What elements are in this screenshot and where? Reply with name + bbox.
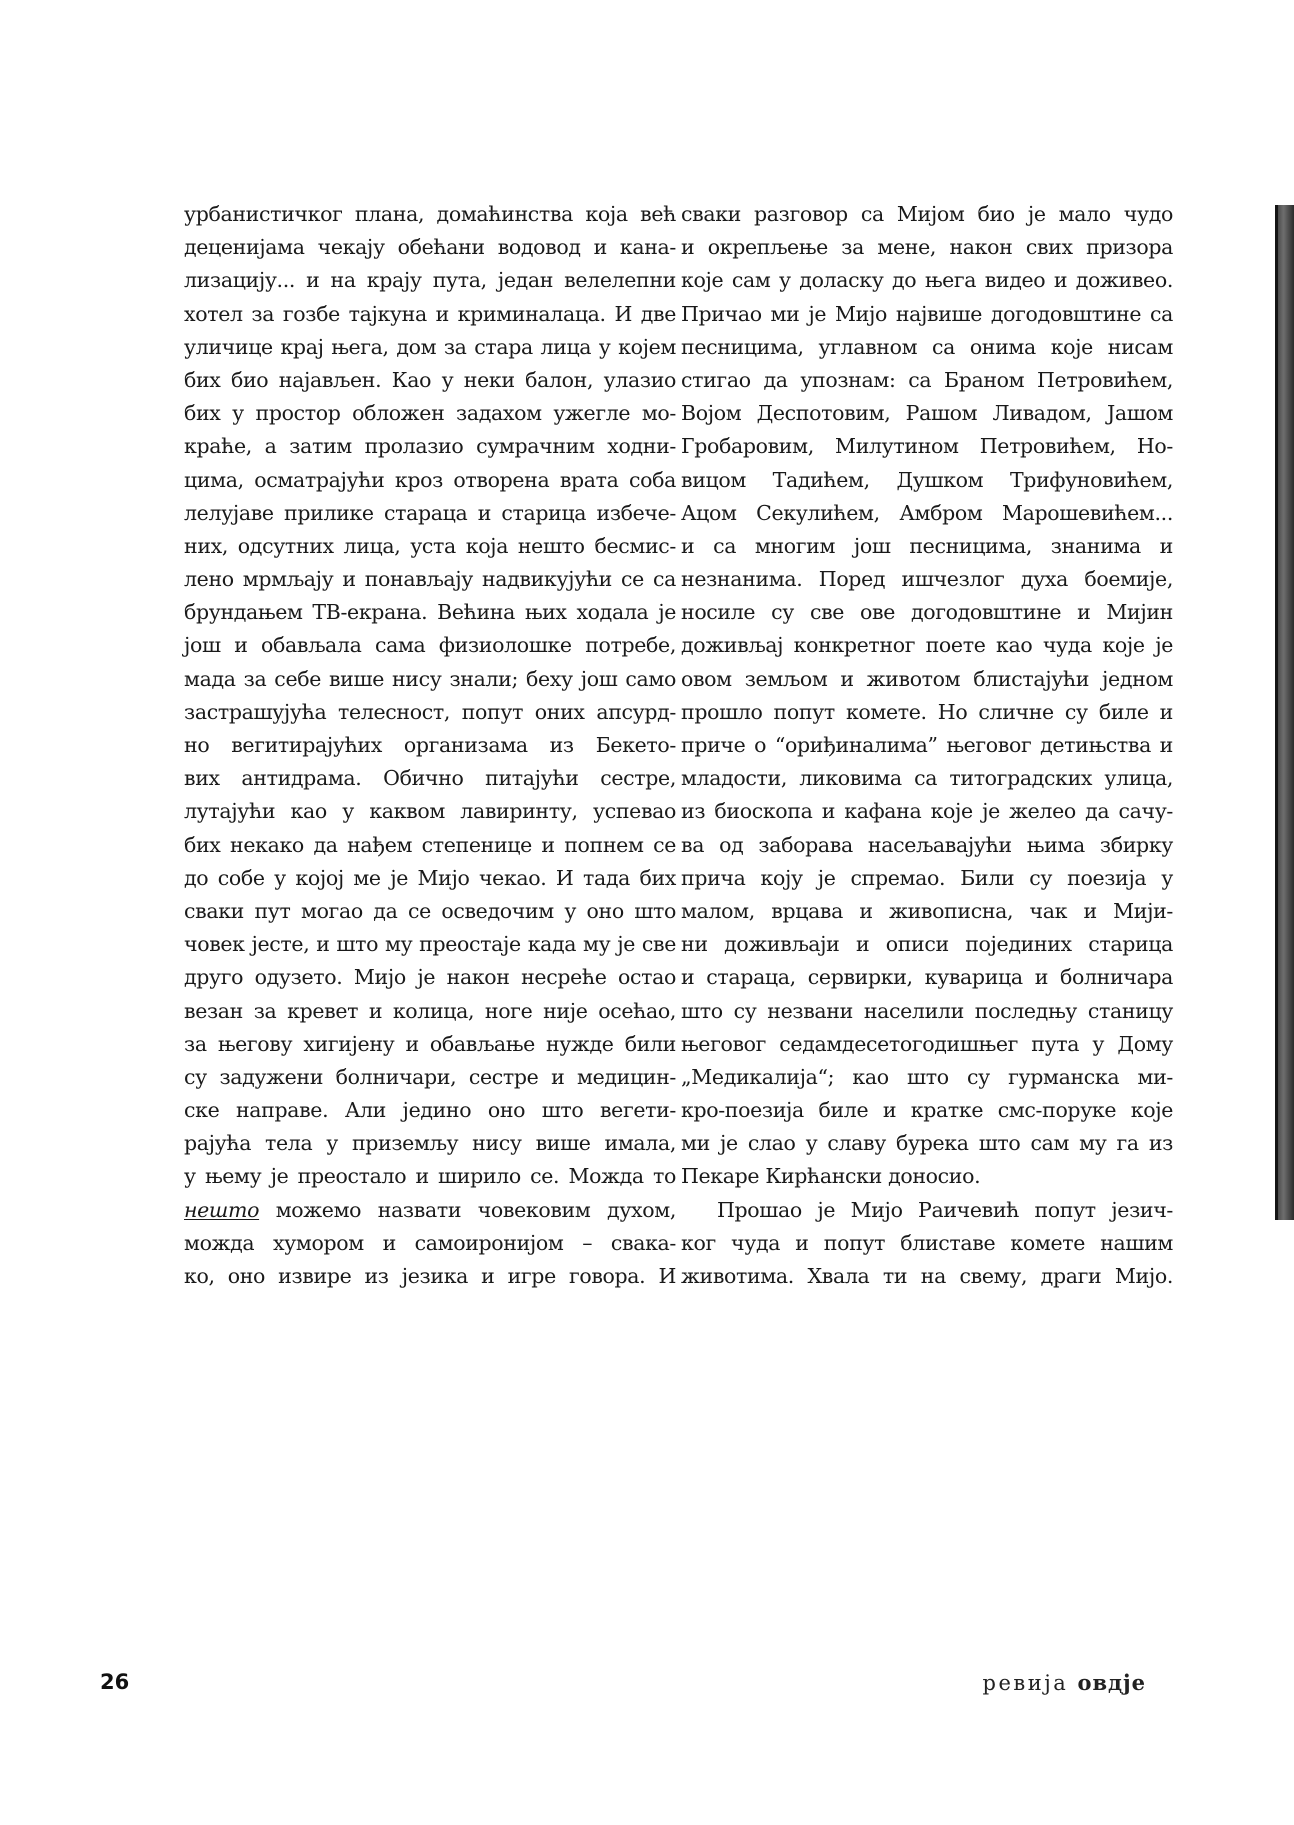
text-line: и стараца, сервирки, куварица и болничара: [681, 965, 1173, 990]
magazine-name: овдје: [1077, 1670, 1146, 1695]
text-line: прича коју је спремао. Били су поезија у: [681, 865, 1173, 890]
text-line: носиле су све ове догодовштине и Мијин: [681, 600, 1173, 625]
emphasized-word: нешто: [184, 1197, 260, 1222]
text-line: из биоскопа и кафана које је желео да сачу-: [681, 799, 1173, 824]
text-line: мада за себе више нису знали; беху још само: [184, 666, 676, 691]
text-line: бих у простор обложен задахом ужегле мо-: [184, 401, 676, 426]
text-line: су задужени болничари, сестре и медицин-: [184, 1064, 676, 1089]
text-line: песницима, углавном са онима које нисам: [681, 334, 1173, 359]
text-line: „Медикалија“; као што су гурманска ми-: [681, 1064, 1173, 1089]
page-number: 26: [100, 1670, 130, 1694]
text-line: сваки пут могао да се осведочим у оно што: [184, 898, 676, 923]
text-line: стигао да упознам: са Браном Петровићем,: [681, 367, 1173, 392]
text-line: ми је слао у славу бурека што сам му га из: [681, 1131, 1173, 1156]
text-line: лутајући као у каквом лавиринту, успевао: [184, 799, 676, 824]
paragraph-start-line: Прошао је Мијо Раичевић попут језич-: [717, 1197, 1173, 1222]
text-line: до собе у којој ме је Мијо чекао. И тада бих: [184, 865, 676, 890]
text-line: и са многим још песницима, знанима и: [681, 533, 1173, 558]
text-line: деценијама чекају обећани водовод и кана-: [184, 235, 676, 260]
text-line: животима. Хвала ти на свему, драги Мијо.: [681, 1264, 1173, 1288]
text-line: овом земљом и животом блистајући једном: [681, 666, 1173, 691]
text-line: уличице крај њега, дом за стара лица у којем: [184, 334, 676, 359]
text-line: бих био најављен. Као у неки балон, улазио: [184, 367, 676, 392]
text-line: у њему је преостало и ширило се. Можда то: [184, 1164, 676, 1189]
text-line: брундањем ТВ-екрана. Већина њих ходала је: [184, 600, 676, 625]
text-line: доживљај конкретног поете као чуда које је: [681, 633, 1173, 658]
text-line: незнанима. Поред ишчезлог духа боемије,: [681, 567, 1173, 592]
text-line: ко, оно извире из језика и игре говора. И: [184, 1264, 676, 1288]
text-line: Војом Деспотовим, Рашом Ливадом, Јашом: [681, 401, 1173, 426]
text-line: цима, осматрајући кроз отворена врата соба: [184, 467, 676, 492]
text-run: можемо назвати човековим духом,: [259, 1197, 676, 1222]
text-line: малом, врцава и живописна, чак и Мији-: [681, 898, 1173, 923]
paragraph-end-line: Пекаре Кирћански доносио.: [681, 1164, 981, 1189]
text-line: бих некако да нађем степенице и попнем се: [184, 832, 676, 857]
text-line: краће, а затим пролазио сумрачним ходни-: [184, 434, 676, 459]
text-line: још и обављала сама физиолошке потребе,: [184, 633, 676, 658]
magazine-title: [983, 1670, 1146, 1695]
left-column: [184, 198, 676, 1293]
text-line: сваки разговор са Мијом био је мало чудо: [681, 202, 1173, 226]
text-line-emphasis: [184, 1194, 676, 1227]
text-line: Причао ми је Мијо највише догодовштине са: [681, 301, 1173, 326]
text-line: прошло попут комете. Но сличне су биле и: [681, 699, 1173, 724]
right-column: [681, 198, 1173, 1293]
text-line: вицом Тадићем, Душком Трифуновићем,: [681, 467, 1173, 492]
text-line: лелујаве прилике стараца и старица избече-: [184, 500, 676, 525]
text-line: лизацију... и на крају пута, један велелепни: [184, 268, 676, 293]
text-line: ког чуда и попут блиставе комете нашим: [681, 1230, 1173, 1255]
text-line: кро-поезија биле и кратке смс-поруке које: [681, 1098, 1173, 1123]
text-line: за његову хигијену и обављање нужде били: [184, 1031, 676, 1056]
text-line: ва од заборава насељавајући њима збирку: [681, 832, 1173, 857]
text-line: његовог седамдесетогодишњег пута у Дому: [681, 1031, 1173, 1056]
text-line: Гробаровим, Милутином Петровићем, Но-: [681, 434, 1173, 459]
text-line: које сам у доласку до њега видео и доживео.: [681, 268, 1173, 293]
text-line: рајућа тела у приземљу нису више имала,: [184, 1131, 676, 1156]
text-line: застрашујућа телесност, попут оних апсурд-: [184, 699, 676, 724]
text-line: Ацом Секулићем, Амбром Марошевићем...: [681, 500, 1173, 525]
text-line: них, одсутних лица, уста која нешто бесмис-: [184, 533, 676, 558]
text-line: младости, ликовима са титоградских улица,: [681, 766, 1173, 791]
text-line: ни доживљаји и описи појединих старица: [681, 932, 1173, 957]
text-line: везан за кревет и колица, ноге није осећао,: [184, 998, 676, 1023]
text-line: лено мрмљају и понављају надвикујући се са: [184, 567, 676, 592]
text-line: и окрепљење за мене, након свих призора: [681, 235, 1173, 260]
text-line: вих антидрама. Обично питајући сестре,: [184, 766, 676, 791]
text-line: друго одузето. Мијо је након несреће остао: [184, 965, 676, 990]
text-line: приче о “ориђиналима” његовог детињства и: [681, 733, 1173, 757]
magazine-prefix: ревија: [982, 1671, 1069, 1695]
text-line: но вегитирајућих организама из Бекето-: [184, 733, 676, 757]
page-edge-bar: [1275, 205, 1294, 1220]
text-line: што су незвани населили последњу станицу: [681, 998, 1173, 1023]
text-line: човек јесте, и што му преостаје када му је све: [184, 932, 676, 957]
text-line: урбанистичког плана, домаћинства која већ: [184, 202, 676, 226]
text-line: хотел за гозбе тајкуна и криминалаца. И две: [184, 301, 676, 326]
text-line: ске направе. Али једино оно што вегети-: [184, 1098, 676, 1123]
text-line: можда хумором и самоиронијом – свака-: [184, 1230, 676, 1255]
